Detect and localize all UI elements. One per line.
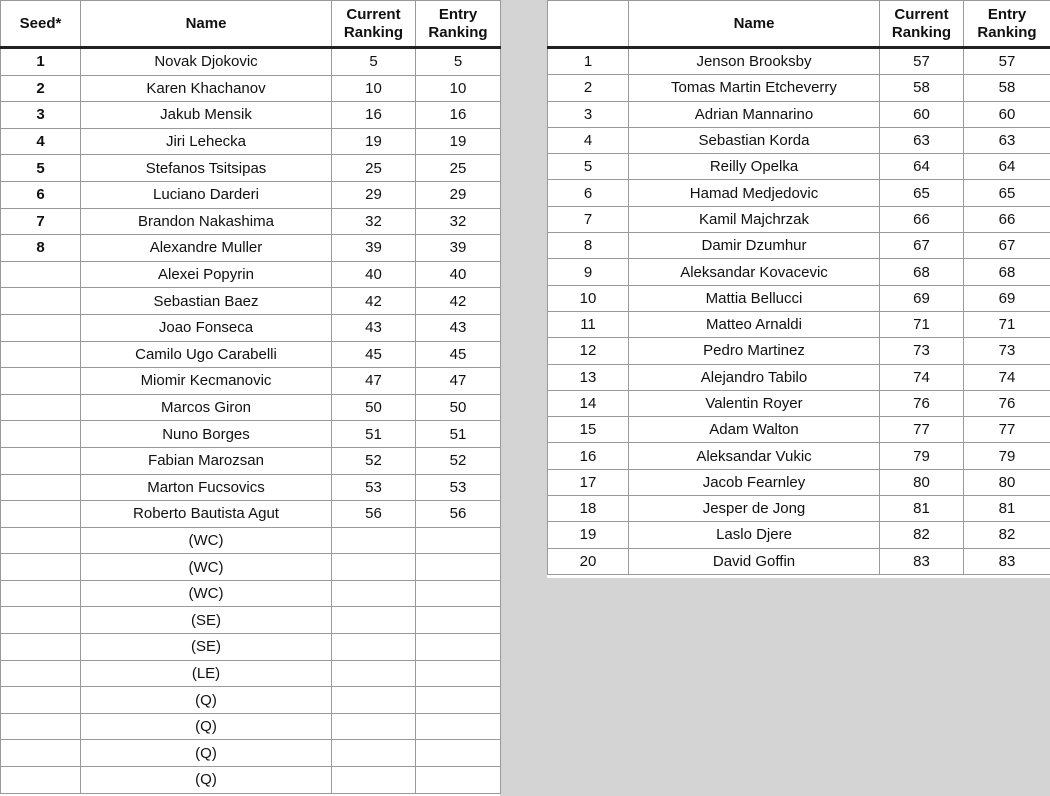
cell-current-ranking [332,767,416,794]
cell-name: Roberto Bautista Agut [81,501,332,528]
cell-name: (Q) [81,767,332,794]
cell-current-ranking: 82 [880,522,964,548]
cell-current-ranking: 16 [332,102,416,129]
cell-current-ranking: 47 [332,368,416,395]
cell-seed: 6 [1,181,81,208]
cell-name: Jiri Lehecka [81,128,332,155]
table-row [1,713,501,740]
cell-entry-ranking: 71 [964,311,1050,337]
table-row [548,154,1050,180]
cell-current-ranking: 39 [332,235,416,262]
cell-name: Aleksandar Vukic [629,443,880,469]
cell-entry-ranking: 65 [964,180,1050,206]
cell-index: 6 [548,180,629,206]
cell-entry-ranking: 73 [964,338,1050,364]
header-current-ranking: Current Ranking [332,1,416,48]
cell-current-ranking: 83 [880,548,964,574]
cell-entry-ranking [416,713,501,740]
cell-seed [1,660,81,687]
cell-name: Alexandre Muller [81,235,332,262]
cell-entry-ranking: 5 [416,48,501,76]
cell-entry-ranking: 81 [964,496,1050,522]
cell-entry-ranking: 80 [964,469,1050,495]
table-row [548,259,1050,285]
table-row [548,127,1050,153]
cell-current-ranking [332,554,416,581]
table-row [1,421,501,448]
cell-current-ranking: 77 [880,417,964,443]
cell-name: (WC) [81,527,332,554]
table-row [1,527,501,554]
cell-name: Hamad Medjedovic [629,180,880,206]
cell-seed [1,740,81,767]
cell-entry-ranking: 68 [964,259,1050,285]
cell-name: (SE) [81,634,332,661]
cell-current-ranking: 29 [332,181,416,208]
cell-entry-ranking: 42 [416,288,501,315]
cell-seed [1,687,81,714]
cell-current-ranking: 51 [332,421,416,448]
cell-entry-ranking: 74 [964,364,1050,390]
table-row [1,554,501,581]
cell-entry-ranking [416,554,501,581]
cell-entry-ranking: 82 [964,522,1050,548]
table-row [1,740,501,767]
cell-index: 3 [548,101,629,127]
cell-current-ranking [332,527,416,554]
cell-current-ranking: 69 [880,285,964,311]
cell-entry-ranking [416,660,501,687]
cell-seed [1,580,81,607]
alternates-sheet [547,0,1050,578]
cell-seed [1,527,81,554]
cell-index: 5 [548,154,629,180]
main-draw-table [0,0,501,794]
cell-entry-ranking: 67 [964,233,1050,259]
cell-current-ranking: 60 [880,101,964,127]
table-row [548,548,1050,574]
cell-seed [1,634,81,661]
cell-name: Brandon Nakashima [81,208,332,235]
cell-name: Sebastian Korda [629,127,880,153]
table-row [548,311,1050,337]
cell-current-ranking: 53 [332,474,416,501]
cell-seed [1,368,81,395]
cell-name: Jenson Brooksby [629,48,880,75]
cell-seed: 7 [1,208,81,235]
cell-current-ranking: 5 [332,48,416,76]
cell-index: 8 [548,233,629,259]
table-row [1,447,501,474]
cell-seed [1,767,81,794]
cell-entry-ranking [416,740,501,767]
cell-seed [1,713,81,740]
table-row [1,501,501,528]
table-row [548,417,1050,443]
cell-entry-ranking: 76 [964,390,1050,416]
cell-entry-ranking [416,607,501,634]
cell-name: Adrian Mannarino [629,101,880,127]
cell-entry-ranking: 50 [416,394,501,421]
cell-name: Sebastian Baez [81,288,332,315]
cell-current-ranking: 50 [332,394,416,421]
cell-entry-ranking: 25 [416,155,501,182]
header-name: Name [81,1,332,48]
cell-seed [1,501,81,528]
cell-index: 19 [548,522,629,548]
cell-name: Novak Djokovic [81,48,332,76]
cell-current-ranking: 25 [332,155,416,182]
cell-name: Marcos Giron [81,394,332,421]
table-row [548,522,1050,548]
cell-index: 16 [548,443,629,469]
cell-name: (Q) [81,713,332,740]
cell-seed: 5 [1,155,81,182]
cell-seed [1,554,81,581]
cell-current-ranking [332,607,416,634]
table-row [1,181,501,208]
cell-current-ranking [332,687,416,714]
cell-current-ranking [332,580,416,607]
header-entry-ranking: Entry Ranking [416,1,501,48]
cell-current-ranking: 65 [880,180,964,206]
cell-current-ranking [332,660,416,687]
cell-entry-ranking: 19 [416,128,501,155]
cell-index: 7 [548,206,629,232]
table-row [1,341,501,368]
header-entry-ranking: Entry Ranking [964,1,1050,48]
cell-current-ranking [332,634,416,661]
cell-current-ranking: 73 [880,338,964,364]
cell-index: 9 [548,259,629,285]
cell-entry-ranking: 57 [964,48,1050,75]
table-row [548,496,1050,522]
cell-name: Pedro Martinez [629,338,880,364]
cell-current-ranking: 10 [332,75,416,102]
cell-entry-ranking: 58 [964,75,1050,101]
cell-entry-ranking: 63 [964,127,1050,153]
cell-index: 4 [548,127,629,153]
cell-entry-ranking: 53 [416,474,501,501]
cell-name: Stefanos Tsitsipas [81,155,332,182]
table-row [548,180,1050,206]
cell-name: (WC) [81,554,332,581]
cell-name: Matteo Arnaldi [629,311,880,337]
cell-entry-ranking: 60 [964,101,1050,127]
cell-seed [1,474,81,501]
cell-index: 1 [548,48,629,75]
cell-current-ranking: 58 [880,75,964,101]
table-row [548,338,1050,364]
table-row [548,206,1050,232]
cell-index: 20 [548,548,629,574]
cell-seed: 4 [1,128,81,155]
cell-seed [1,447,81,474]
cell-name: Luciano Darderi [81,181,332,208]
cell-current-ranking: 57 [880,48,964,75]
cell-name: Alexei Popyrin [81,261,332,288]
table-row [1,128,501,155]
table-row [1,767,501,794]
cell-entry-ranking: 83 [964,548,1050,574]
cell-current-ranking: 74 [880,364,964,390]
header-row [1,1,501,48]
cell-entry-ranking: 69 [964,285,1050,311]
table-row [1,314,501,341]
cell-current-ranking [332,740,416,767]
table-row [1,368,501,395]
cell-current-ranking: 19 [332,128,416,155]
cell-name: (SE) [81,607,332,634]
cell-seed: 3 [1,102,81,129]
cell-seed: 2 [1,75,81,102]
cell-current-ranking: 45 [332,341,416,368]
table-row [1,235,501,262]
cell-name: Fabian Marozsan [81,447,332,474]
cell-entry-ranking: 40 [416,261,501,288]
cell-name: Mattia Bellucci [629,285,880,311]
table-row [1,607,501,634]
cell-seed [1,421,81,448]
cell-index: 15 [548,417,629,443]
cell-entry-ranking: 47 [416,368,501,395]
cell-current-ranking: 79 [880,443,964,469]
table-row [1,634,501,661]
table-row [1,580,501,607]
cell-current-ranking: 71 [880,311,964,337]
cell-entry-ranking: 39 [416,235,501,262]
cell-seed [1,288,81,315]
table-row [548,48,1050,75]
cell-entry-ranking: 64 [964,154,1050,180]
cell-name: Alejandro Tabilo [629,364,880,390]
cell-current-ranking: 64 [880,154,964,180]
cell-current-ranking: 80 [880,469,964,495]
table-row [1,474,501,501]
header-index [548,1,629,48]
cell-name: (Q) [81,740,332,767]
table-row [1,208,501,235]
cell-current-ranking: 43 [332,314,416,341]
cell-seed [1,314,81,341]
table-row [548,443,1050,469]
table-row [1,48,501,76]
cell-current-ranking: 52 [332,447,416,474]
table-row [1,660,501,687]
cell-entry-ranking: 51 [416,421,501,448]
cell-current-ranking: 40 [332,261,416,288]
cell-entry-ranking: 29 [416,181,501,208]
table-row [1,288,501,315]
cell-seed: 1 [1,48,81,76]
cell-name: Jacob Fearnley [629,469,880,495]
table-row [548,469,1050,495]
table-row [1,155,501,182]
cell-name: Jakub Mensik [81,102,332,129]
cell-entry-ranking: 79 [964,443,1050,469]
cell-name: Aleksandar Kovacevic [629,259,880,285]
cell-entry-ranking: 32 [416,208,501,235]
cell-current-ranking: 66 [880,206,964,232]
cell-entry-ranking: 10 [416,75,501,102]
cell-name: Adam Walton [629,417,880,443]
cell-index: 17 [548,469,629,495]
cell-entry-ranking: 56 [416,501,501,528]
cell-entry-ranking: 43 [416,314,501,341]
cell-entry-ranking [416,767,501,794]
cell-current-ranking: 67 [880,233,964,259]
cell-entry-ranking [416,634,501,661]
cell-current-ranking: 81 [880,496,964,522]
header-row [548,1,1050,48]
cell-seed [1,261,81,288]
header-seed: Seed* [1,1,81,48]
cell-name: Marton Fucsovics [81,474,332,501]
cell-name: Tomas Martin Etcheverry [629,75,880,101]
cell-name: Reilly Opelka [629,154,880,180]
cell-entry-ranking [416,580,501,607]
cell-name: (Q) [81,687,332,714]
cell-index: 14 [548,390,629,416]
cell-name: Valentin Royer [629,390,880,416]
cell-name: Nuno Borges [81,421,332,448]
cell-entry-ranking: 52 [416,447,501,474]
table-row [548,390,1050,416]
cell-current-ranking: 42 [332,288,416,315]
cell-name: Karen Khachanov [81,75,332,102]
cell-entry-ranking: 45 [416,341,501,368]
cell-current-ranking: 32 [332,208,416,235]
cell-seed [1,607,81,634]
table-row [1,75,501,102]
table-row [1,687,501,714]
cell-index: 18 [548,496,629,522]
cell-name: Camilo Ugo Carabelli [81,341,332,368]
header-current-ranking: Current Ranking [880,1,964,48]
table-row [548,364,1050,390]
cell-entry-ranking: 77 [964,417,1050,443]
cell-index: 11 [548,311,629,337]
cell-entry-ranking: 66 [964,206,1050,232]
alternates-table [547,0,1050,575]
cell-name: Laslo Djere [629,522,880,548]
main-draw-sheet [0,0,500,796]
cell-seed: 8 [1,235,81,262]
cell-name: (WC) [81,580,332,607]
header-name: Name [629,1,880,48]
table-row [1,261,501,288]
cell-name: Jesper de Jong [629,496,880,522]
cell-seed [1,341,81,368]
cell-current-ranking [332,713,416,740]
cell-entry-ranking [416,527,501,554]
cell-name: (LE) [81,660,332,687]
cell-name: Miomir Kecmanovic [81,368,332,395]
cell-index: 13 [548,364,629,390]
cell-index: 10 [548,285,629,311]
table-row [1,394,501,421]
cell-current-ranking: 76 [880,390,964,416]
table-row [548,101,1050,127]
cell-name: Damir Dzumhur [629,233,880,259]
cell-name: Joao Fonseca [81,314,332,341]
cell-name: Kamil Majchrzak [629,206,880,232]
cell-current-ranking: 68 [880,259,964,285]
table-row [548,285,1050,311]
cell-current-ranking: 56 [332,501,416,528]
table-row [548,233,1050,259]
cell-name: David Goffin [629,548,880,574]
cell-current-ranking: 63 [880,127,964,153]
cell-index: 2 [548,75,629,101]
cell-entry-ranking [416,687,501,714]
table-row [548,75,1050,101]
cell-seed [1,394,81,421]
cell-index: 12 [548,338,629,364]
cell-entry-ranking: 16 [416,102,501,129]
table-row [1,102,501,129]
